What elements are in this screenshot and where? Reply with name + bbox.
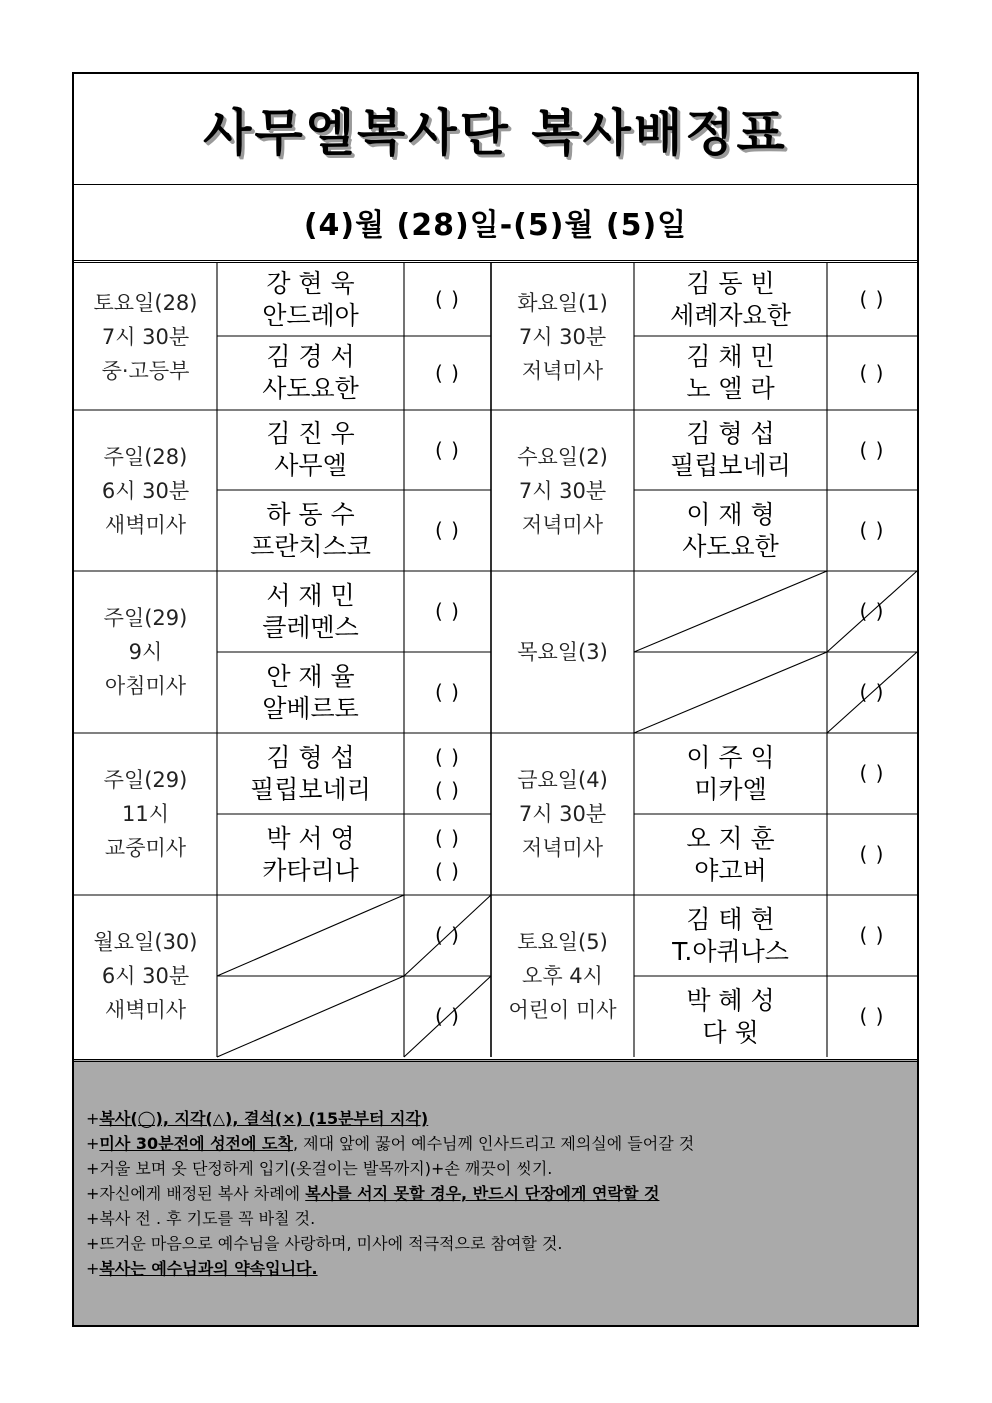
rule-text: 복사는 예수님과의 약속입니다.	[99, 1259, 318, 1278]
mass-time-line: 토요일(5)	[517, 930, 608, 954]
baptismal-name: 야고버	[694, 855, 767, 885]
rule-bullet: +	[86, 1159, 100, 1178]
attendance-mark-cell	[827, 895, 917, 976]
mass-time-cell	[491, 410, 634, 571]
attendance-mark-cell	[404, 571, 491, 652]
rule-text: 복사를 서지 못할 경우, 반드시 단장에게 연락할 것	[305, 1184, 660, 1203]
rule-text: , 제대 앞에 꿇어 예수님께 인사드리고 제의실에 들어갈 것	[292, 1134, 695, 1153]
baptismal-name: 알베르토	[262, 693, 359, 723]
rule-item	[86, 1231, 694, 1256]
mass-time-line: 주일(29)	[103, 768, 188, 792]
mass-time-cell	[491, 263, 634, 410]
server-name: 김 채 민	[686, 342, 775, 371]
attendance-mark-cell	[404, 895, 491, 976]
attendance-mark: ( )	[435, 437, 460, 462]
attendance-mark-cell	[404, 976, 491, 1057]
attendance-mark-cell	[827, 490, 917, 571]
server-name-cell	[217, 571, 404, 652]
rule-text: 미사 30분전에 성전에 도착	[99, 1134, 293, 1153]
attendance-mark: ( )	[435, 518, 460, 542]
server-name-cell	[634, 336, 827, 410]
server-name: 김 태 현	[686, 904, 775, 934]
attendance-mark: ( )	[435, 360, 460, 385]
attendance-mark: ( )	[435, 825, 460, 850]
attendance-mark: ( )	[435, 744, 460, 769]
attendance-mark: ( )	[859, 761, 885, 785]
mass-time-line: 교중미사	[104, 836, 187, 860]
server-name: 하 동 수	[266, 499, 355, 529]
attendance-mark-cell	[827, 263, 917, 336]
baptismal-name: 미카엘	[694, 774, 767, 804]
server-name-cell	[217, 410, 404, 490]
baptismal-name: 프란치스코	[250, 531, 371, 561]
rule-text: 거울 보며 옷 단정하게 입기(옷걸이는 발목까지)+손 깨끗이 씻기.	[99, 1159, 553, 1178]
mass-time-cell	[74, 410, 217, 571]
server-name: 서 재 민	[266, 580, 355, 610]
server-name-cell	[634, 733, 827, 814]
attendance-mark-cell	[827, 336, 917, 410]
attendance-mark-cell	[827, 814, 917, 895]
mass-time-cell	[74, 733, 217, 895]
rule-item	[86, 1131, 694, 1156]
attendance-mark-cell	[404, 490, 491, 571]
server-name: 김 형 섭	[686, 419, 775, 448]
baptismal-name: 사도요한	[682, 531, 779, 561]
server-name: 안 재 율	[266, 661, 355, 691]
attendance-mark: ( )	[859, 842, 885, 866]
mass-time-line: 토요일(28)	[93, 290, 198, 315]
server-name: 이 주 익	[686, 742, 775, 772]
attendance-mark-cell	[827, 733, 917, 814]
attendance-mark-cell	[827, 652, 917, 733]
rule-bullet: +	[86, 1134, 100, 1153]
server-name-cell	[217, 336, 404, 410]
rule-item	[86, 1256, 694, 1281]
mass-time-line: 저녁미사	[521, 512, 604, 537]
attendance-mark-cell	[404, 410, 491, 490]
baptismal-name: 안드레아	[262, 300, 359, 330]
mass-time-line: 화요일(1)	[517, 290, 608, 315]
mass-time-cell	[491, 895, 634, 1057]
baptismal-name: 노 엘 라	[686, 374, 775, 403]
baptismal-name: 카타리나	[262, 855, 359, 885]
attendance-mark-cell	[404, 336, 491, 410]
attendance-mark-cell	[827, 410, 917, 490]
mass-time-line: 11시	[121, 802, 169, 826]
attendance-mark-cell	[827, 976, 917, 1057]
rule-text: 뜨거운 마음으로 예수님을 사랑하며, 미사에 적극적으로 참여할 것.	[99, 1234, 563, 1253]
mass-time-line: 7시 30분	[518, 802, 607, 826]
baptismal-name: 사무엘	[274, 451, 347, 480]
attendance-mark: ( )	[859, 1004, 885, 1028]
attendance-mark-cell	[404, 652, 491, 733]
server-name-cell	[634, 263, 827, 336]
attendance-mark: ( )	[435, 923, 460, 947]
mass-time-line: 6시 30분	[101, 478, 190, 503]
mass-time-line: 7시 30분	[518, 478, 607, 503]
attendance-mark: ( )	[435, 599, 460, 623]
server-name: 김 동 빈	[686, 268, 775, 298]
rule-item	[86, 1106, 694, 1131]
baptismal-name: 필립보네리	[250, 774, 371, 804]
mass-time-line: 주일(29)	[103, 606, 188, 630]
attendance-mark: ( )	[859, 518, 885, 542]
rule-bullet: +	[86, 1234, 100, 1253]
mass-time-line: 중·고등부	[101, 358, 190, 383]
server-name-cell	[217, 652, 404, 733]
attendance-mark: ( )	[859, 287, 885, 311]
assignment-sheet	[72, 72, 919, 1327]
server-name-cell	[634, 814, 827, 895]
rule-bullet: +	[86, 1109, 100, 1128]
server-name: 박 혜 성	[686, 985, 775, 1015]
mass-time-line: 저녁미사	[521, 836, 604, 860]
server-name-cell	[217, 814, 404, 895]
rules-list	[86, 1106, 694, 1281]
mass-time-line: 새벽미사	[104, 998, 187, 1022]
server-name-cell	[217, 490, 404, 571]
server-name: 김 진 우	[266, 419, 355, 448]
page-title: 사무엘복사단 복사배정표	[203, 104, 788, 162]
strike-line	[634, 652, 827, 733]
rule-item	[86, 1206, 694, 1231]
baptismal-name: T.아퀴나스	[672, 936, 789, 966]
rules-box	[74, 1059, 917, 1325]
mass-time-line: 목요일(3)	[517, 640, 608, 664]
attendance-mark: ( )	[859, 680, 885, 704]
rule-bullet: +	[86, 1209, 100, 1228]
attendance-mark-cell	[827, 571, 917, 652]
attendance-mark-cell	[404, 263, 491, 336]
mass-time-line: 아침미사	[104, 674, 187, 698]
rule-text: 복사(◯), 지각(△), 결석(×) (15분부터 지각)	[99, 1109, 429, 1128]
server-name: 김 형 섭	[266, 742, 355, 772]
rule-bullet: +	[86, 1259, 100, 1278]
mass-time-line: 금요일(4)	[517, 768, 608, 792]
baptismal-name: 필립보네리	[670, 451, 791, 480]
server-name: 강 현 욱	[266, 268, 355, 298]
server-name-cell	[634, 895, 827, 976]
server-name-cell	[217, 733, 404, 814]
mass-time-line: 6시 30분	[101, 964, 190, 988]
mass-time-cell	[491, 571, 634, 733]
baptismal-name: 다 윗	[702, 1017, 759, 1047]
baptismal-name: 세례자요한	[670, 300, 791, 330]
server-name-cell	[634, 410, 827, 490]
attendance-mark: ( )	[435, 287, 460, 311]
attendance-mark: ( )	[859, 360, 885, 385]
mass-time-cell	[491, 733, 634, 895]
server-name: 오 지 훈	[686, 823, 775, 853]
server-name: 박 서 영	[266, 823, 355, 853]
server-name: 김 경 서	[266, 342, 355, 371]
mass-time-line: 9시	[128, 640, 163, 664]
rule-text: 자신에게 배정된 복사 차례에	[99, 1184, 306, 1203]
server-name-cell	[634, 490, 827, 571]
mass-time-line: 어린이 미사	[508, 998, 617, 1022]
rule-item	[86, 1156, 694, 1181]
attendance-mark-cell	[404, 814, 491, 895]
mass-time-line: 7시 30분	[518, 324, 607, 349]
attendance-mark: ( )	[859, 599, 885, 623]
server-name-cell	[217, 263, 404, 336]
strike-line	[634, 571, 827, 652]
baptismal-name: 클레멘스	[262, 612, 359, 642]
mass-time-line: 저녁미사	[521, 358, 604, 383]
rule-text: 복사 전 . 후 기도를 꼭 바칠 것.	[99, 1209, 316, 1228]
attendance-mark: ( )	[435, 1004, 460, 1028]
rule-bullet: +	[86, 1184, 100, 1203]
attendance-mark: ( )	[435, 777, 460, 802]
date-range: (4)월 (28)일-(5)월 (5)일	[303, 208, 688, 243]
mass-time-line: 7시 30분	[101, 324, 190, 349]
server-name: 이 재 형	[686, 499, 775, 529]
attendance-mark-cell	[404, 733, 491, 814]
mass-time-cell	[74, 895, 217, 1057]
attendance-mark: ( )	[859, 437, 885, 462]
mass-time-line: 주일(28)	[103, 444, 188, 469]
mass-time-line: 새벽미사	[104, 512, 187, 537]
strike-line	[217, 895, 404, 976]
mass-time-cell	[74, 571, 217, 733]
mass-time-line: 오후 4시	[522, 964, 603, 988]
mass-time-line: 월요일(30)	[93, 930, 198, 954]
mass-time-cell	[74, 263, 217, 410]
attendance-mark: ( )	[435, 680, 460, 704]
baptismal-name: 사도요한	[262, 374, 359, 403]
rule-item	[86, 1181, 694, 1206]
mass-time-line: 수요일(2)	[517, 444, 608, 469]
attendance-mark: ( )	[859, 923, 885, 947]
attendance-mark: ( )	[435, 858, 460, 883]
strike-line	[217, 976, 404, 1057]
server-name-cell	[634, 976, 827, 1057]
